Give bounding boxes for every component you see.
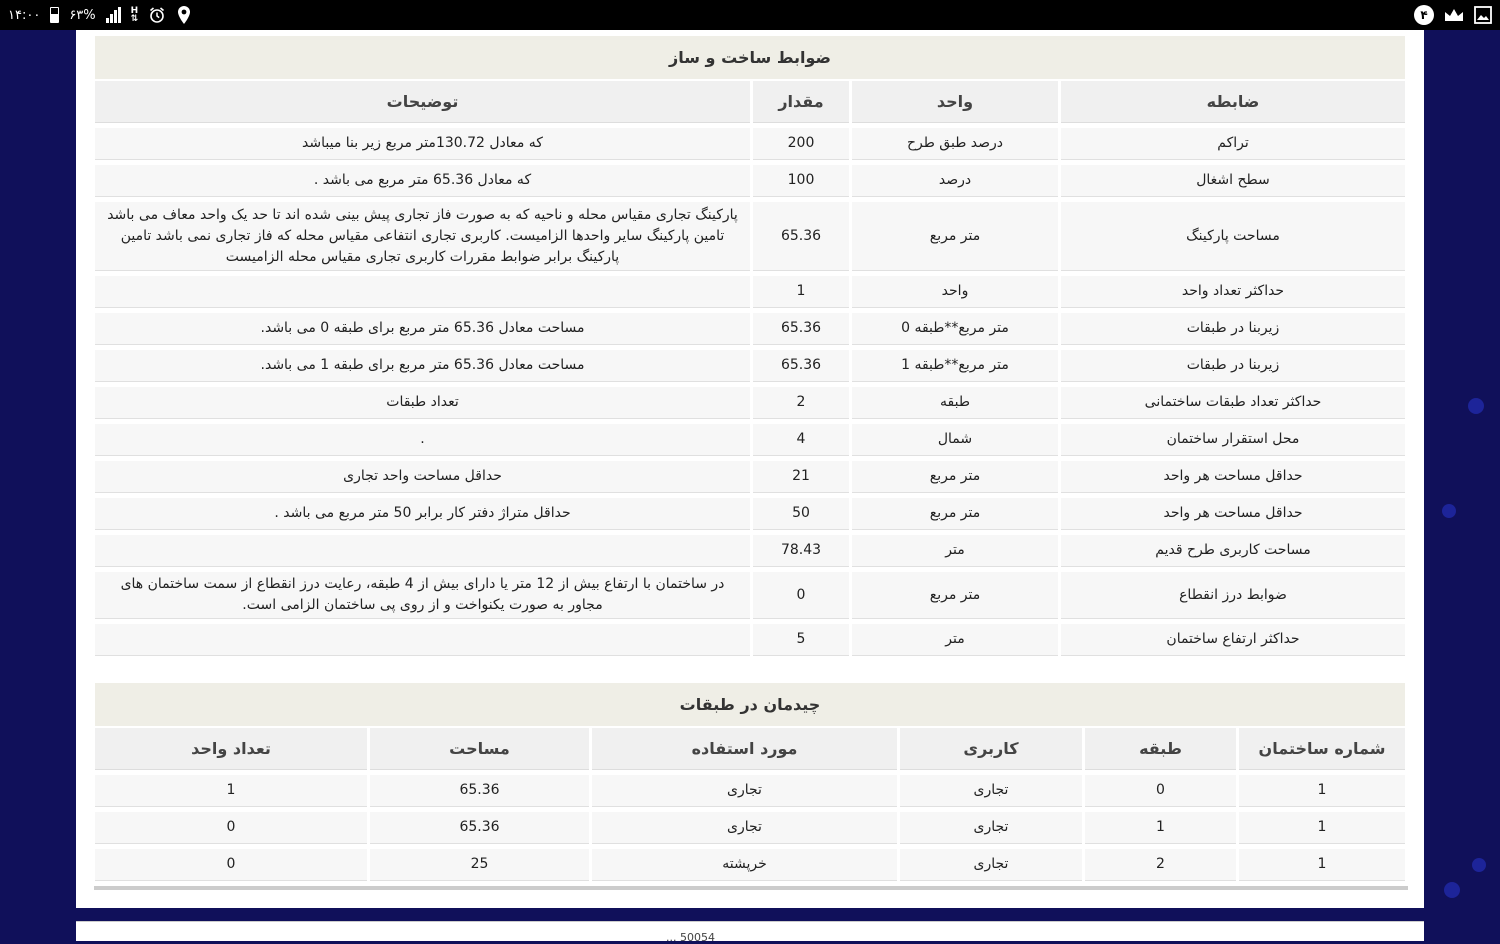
table-header-row <box>95 81 1405 123</box>
table-cell: طبقه <box>852 387 1058 419</box>
crown-icon <box>1444 7 1464 23</box>
column-header: توضیحات <box>95 81 750 123</box>
table-row <box>95 572 1405 619</box>
table-cell: حداقل متراژ دفتر کار برابر 50 متر مربع می باشد . <box>95 498 750 530</box>
table-cell: حداکثر تعداد واحد <box>1061 276 1405 308</box>
divider <box>94 886 1408 890</box>
table-row <box>95 624 1405 656</box>
table-cell: 4 <box>753 424 849 456</box>
table-cell: حداقل مساحت واحد تجاری <box>95 461 750 493</box>
table-cell: 0 <box>95 849 367 881</box>
background-dot <box>1468 398 1484 414</box>
table-row <box>95 350 1405 382</box>
table-cell: 65.36 <box>753 350 849 382</box>
table-cell: تجاری <box>900 775 1082 807</box>
table-cell: محل استقرار ساختمان <box>1061 424 1405 456</box>
table-cell: تجاری <box>592 812 897 844</box>
table-cell: 65.36 <box>370 775 589 807</box>
table-cell: 2 <box>753 387 849 419</box>
table-cell: حداقل مساحت هر واحد <box>1061 461 1405 493</box>
table-cell: 5 <box>753 624 849 656</box>
table-cell: تجاری <box>592 775 897 807</box>
table-row <box>95 165 1405 197</box>
table-cell: 2 <box>1085 849 1236 881</box>
table-cell: 1 <box>1239 849 1405 881</box>
table-cell: متر مربع <box>852 572 1058 619</box>
column-header: مساحت <box>370 728 589 770</box>
column-header: کاربری <box>900 728 1082 770</box>
table-row <box>95 313 1405 345</box>
table-cell <box>95 624 750 656</box>
table-row <box>95 276 1405 308</box>
notification-badge: ۴ <box>1414 5 1434 25</box>
table-cell: حداقل مساحت هر واحد <box>1061 498 1405 530</box>
table-cell: 65.36 <box>753 313 849 345</box>
table-title: چیدمان در طبقات <box>95 683 1405 726</box>
table-cell: که معادل 130.72متر مربع زیر بنا میباشد <box>95 128 750 160</box>
network-type-icon: H ⇅ <box>130 6 139 24</box>
table-cell: تراکم <box>1061 128 1405 160</box>
battery-percent: ۶۳% <box>69 7 96 23</box>
battery-icon <box>50 7 59 23</box>
footer-text: ... 50054 <box>666 931 715 944</box>
table-cell: خرپشته <box>592 849 897 881</box>
table-row <box>95 461 1405 493</box>
table-cell: 21 <box>753 461 849 493</box>
table-cell: 0 <box>753 572 849 619</box>
table-cell: 50 <box>753 498 849 530</box>
table-cell: درصد <box>852 165 1058 197</box>
table-cell: حداکثر ارتفاع ساختمان <box>1061 624 1405 656</box>
table-cell: 78.43 <box>753 535 849 567</box>
floor-layout-table <box>92 683 1408 886</box>
table-cell: 1 <box>1085 812 1236 844</box>
table-row <box>95 775 1405 807</box>
table-cell: متر مربع**طبقه 1 <box>852 350 1058 382</box>
column-header: مورد استفاده <box>592 728 897 770</box>
table-cell: تعداد طبقات <box>95 387 750 419</box>
table-cell: تجاری <box>900 812 1082 844</box>
table-row <box>95 387 1405 419</box>
column-header: واحد <box>852 81 1058 123</box>
alarm-icon <box>148 6 166 24</box>
table-cell: 0 <box>95 812 367 844</box>
table-row <box>95 202 1405 271</box>
table-cell: 1 <box>1239 812 1405 844</box>
table-cell: 1 <box>1239 775 1405 807</box>
table-cell: زیربنا در طبقات <box>1061 313 1405 345</box>
table-header-row <box>95 728 1405 770</box>
table-row <box>95 812 1405 844</box>
column-header: ضابطه <box>1061 81 1405 123</box>
table-cell: در ساختمان با ارتفاع بیش از 12 متر یا دارای بیش از 4 طبقه، رعایت درز انقطاع از سمت ساختمان های مجاور به صورت یکنواخت و از روی پی ساختمان الزامی است. <box>95 572 750 619</box>
table-row <box>95 498 1405 530</box>
table-row <box>95 424 1405 456</box>
clock: ۱۴:۰۰ <box>8 7 41 23</box>
table-cell: مساحت کاربری طرح قدیم <box>1061 535 1405 567</box>
table-cell <box>95 535 750 567</box>
column-header: طبقه <box>1085 728 1236 770</box>
status-bar <box>0 0 1500 30</box>
table-cell: متر <box>852 535 1058 567</box>
table-cell: 0 <box>1085 775 1236 807</box>
table-cell: 65.36 <box>370 812 589 844</box>
table-cell <box>95 276 750 308</box>
table-cell: حداکثر تعداد طبقات ساختمانی <box>1061 387 1405 419</box>
building-regulations-table <box>92 36 1408 661</box>
background-dot <box>1472 858 1486 872</box>
content-panel <box>76 30 1424 908</box>
table-row <box>95 535 1405 567</box>
table-cell: 1 <box>753 276 849 308</box>
table-cell: متر مربع <box>852 202 1058 271</box>
column-header: تعداد واحد <box>95 728 367 770</box>
table-row <box>95 128 1405 160</box>
table-cell: متر مربع**طبقه 0 <box>852 313 1058 345</box>
table-cell: متر <box>852 624 1058 656</box>
table-cell: واحد <box>852 276 1058 308</box>
table-cell: مساحت معادل 65.36 متر مربع برای طبقه 0 می باشد. <box>95 313 750 345</box>
location-icon <box>176 5 192 25</box>
table-cell: متر مربع <box>852 498 1058 530</box>
table-cell: . <box>95 424 750 456</box>
table-cell: درصد طبق طرح <box>852 128 1058 160</box>
table-cell: تجاری <box>900 849 1082 881</box>
table-cell: مساحت معادل 65.36 متر مربع برای طبقه 1 می باشد. <box>95 350 750 382</box>
column-header: شماره ساختمان <box>1239 728 1405 770</box>
signal-icon <box>106 7 121 23</box>
footer-card <box>76 921 1424 944</box>
image-icon <box>1474 6 1492 24</box>
table-cell: 65.36 <box>753 202 849 271</box>
table-cell: ضوابط درز انقطاع <box>1061 572 1405 619</box>
table-cell: زیربنا در طبقات <box>1061 350 1405 382</box>
table-cell: 25 <box>370 849 589 881</box>
table-cell: که معادل 65.36 متر مربع می باشد . <box>95 165 750 197</box>
table-title: ضوابط ساخت و ساز <box>95 36 1405 79</box>
table-row <box>95 849 1405 881</box>
table-cell: پارکینگ تجاری مقیاس محله و ناحیه که به صورت فاز تجاری پیش بینی شده اند تا حد یک واحد معاف می باشد تامین پارکینگ سایر واحدها الزامیست. کاربری تجاری انتفاعی مقیاس محله که فاز تجاری نمی باشد تامین پارکینگ برابر ضوابط مقررات کاربری تجاری مقیاس محله الزامیست <box>95 202 750 271</box>
table-cell: 1 <box>95 775 367 807</box>
table-cell: شمال <box>852 424 1058 456</box>
background-dot <box>1444 882 1460 898</box>
background-dot <box>1442 504 1456 518</box>
table-cell: 100 <box>753 165 849 197</box>
table-cell: سطح اشغال <box>1061 165 1405 197</box>
table-cell: متر مربع <box>852 461 1058 493</box>
column-header: مقدار <box>753 81 849 123</box>
table-cell: مساحت پارکینگ <box>1061 202 1405 271</box>
table-cell: 200 <box>753 128 849 160</box>
